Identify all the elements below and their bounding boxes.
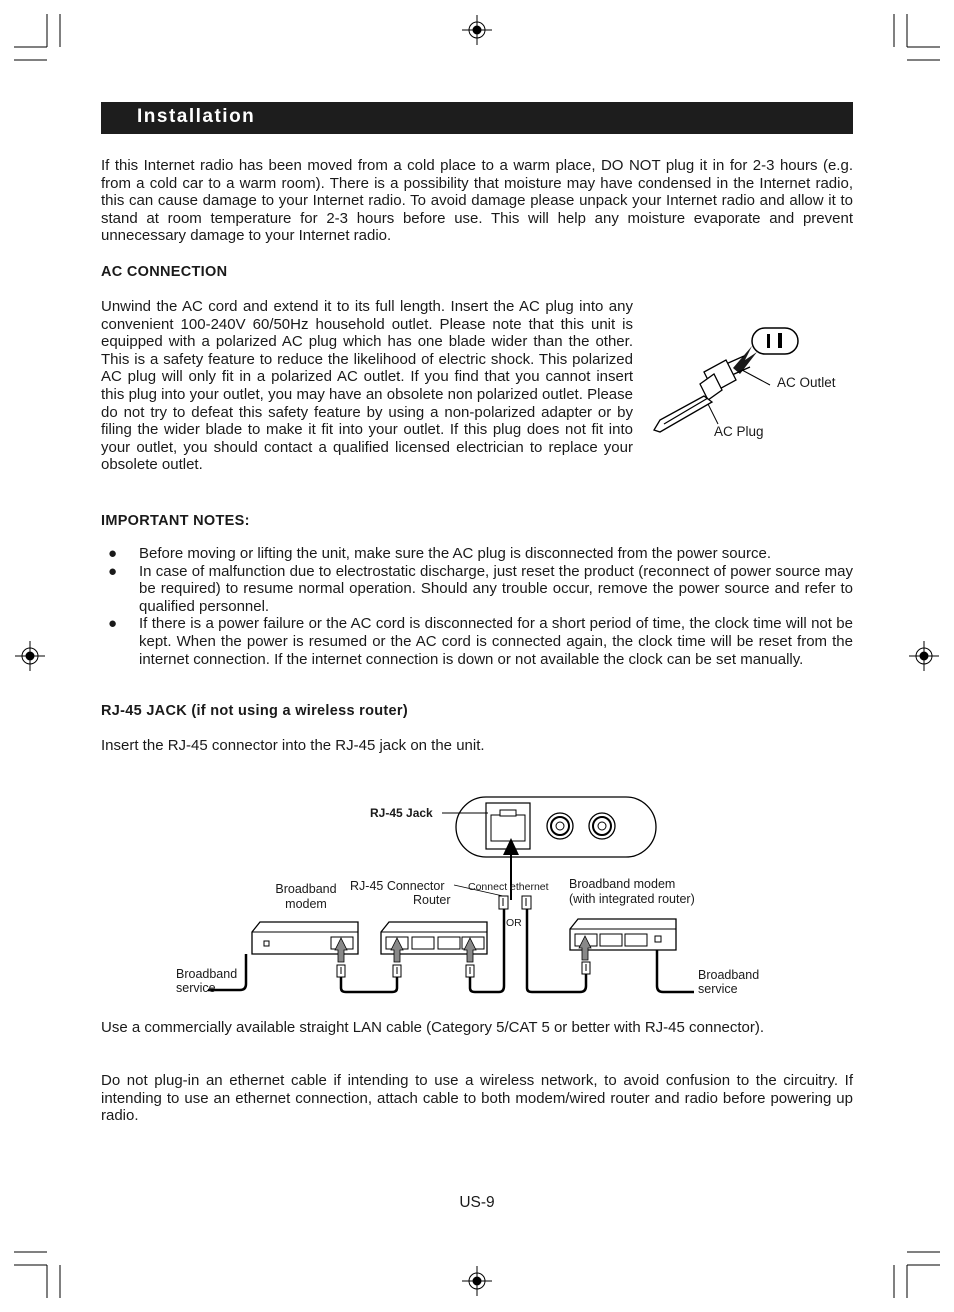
- ac-connection-paragraph: Unwind the AC cord and extend it to its full length. Insert the AC plug into any convenient 100-240V 60/50Hz household outlet. Please note that this unit is equipped with a polarized AC plug which has one blade wider than the other. This is a safety feature to reduce the likelihood of electric shock. This polarized AC plug will only fit in a polarized AC outlet. If you find that you cannot insert this plug into your outlet, you may have an obsolete non polarized outlet. Please do not try to defeat this safety feature by using a non-polarized adapter or by filing the wider blade to make it fit into your outlet. If this plug does not fit into your outlet, you should contact a qualified licensed electrician to replace your obsolete outlet.: [101, 298, 633, 474]
- broadband-service-right-line2: service: [698, 982, 738, 996]
- section-title: Installation: [137, 106, 256, 127]
- broadband-service-left-line1: Broadband: [176, 967, 238, 981]
- intro-paragraph: If this Internet radio has been moved from a cold place to a warm place, DO NOT plug it in for 2-3 hours (e.g. from a cold car to a warm room). There is a possibility that moisture may have condensed in the Internet radio, this can cause damage to your Internet radio. To avoid damage please unpack your Internet radio and allow it to stand at room temperature for 2-3 hours before use. This will help any moisture evaporate and prevent unnecessary damage to your Internet radio.: [101, 157, 853, 245]
- note-item: ● If there is a power failure or the AC cord is disconnected for a short period of time, the clock time will not be kept. When the power is resumed or the AC cord is connected again, the clock time will be reset from the internet connection. If the internet connection is down or not available the clock can be set manually.: [108, 615, 853, 668]
- modem-router-label-line2: (with integrated router): [569, 892, 695, 906]
- broadband-service-right-line1: Broadband: [698, 968, 760, 982]
- wireless-note-paragraph: Do not plug-in an ethernet cable if intending to use a wireless network, to avoid confusion to the circuitry. If intending to use an ethernet connection, attach cable to both modem/wired router and radio before powering up radio.: [101, 1072, 853, 1125]
- or-label: OR: [506, 917, 522, 929]
- important-notes-heading: IMPORTANT NOTES:: [101, 513, 250, 529]
- connect-ethernet-label: Connect ethernet: [468, 881, 549, 893]
- rj45-heading: RJ-45 JACK (if not using a wireless router): [101, 703, 408, 719]
- bullet-icon: ●: [108, 545, 118, 562]
- ac-plug-label: AC Plug: [714, 424, 764, 439]
- rj45-jack-label: RJ-45 Jack: [370, 806, 433, 820]
- router-label: Router: [413, 893, 451, 907]
- note-item: ● In case of malfunction due to electrostatic discharge, just reset the product (reconnect of power source may be required) to resume normal operation. Should any trouble occur, remove the power source and refer to qualified personnel.: [108, 562, 853, 615]
- rj45-connector-label: RJ-45 Connector: [350, 879, 445, 893]
- modem-router-label-line1: Broadband modem: [569, 877, 676, 891]
- bullet-icon: ●: [108, 615, 118, 633]
- bullet-icon: ●: [108, 562, 118, 580]
- rj45-paragraph: Insert the RJ-45 connector into the RJ-45 jack on the unit.: [101, 737, 485, 754]
- page-number: US-9: [459, 1194, 495, 1211]
- ac-connection-heading: AC CONNECTION: [101, 264, 228, 280]
- ac-outlet-label: AC Outlet: [777, 375, 836, 390]
- cable-note-paragraph: Use a commercially available straight LAN cable (Category 5/CAT 5 or better with RJ-45 connector).: [101, 1019, 765, 1036]
- broadband-service-left-line2: service: [176, 981, 216, 995]
- note-item: ● Before moving or lifting the unit, make sure the AC plug is disconnected from the power source.: [108, 545, 771, 562]
- broadband-modem-label: Broadband modem: [275, 882, 337, 911]
